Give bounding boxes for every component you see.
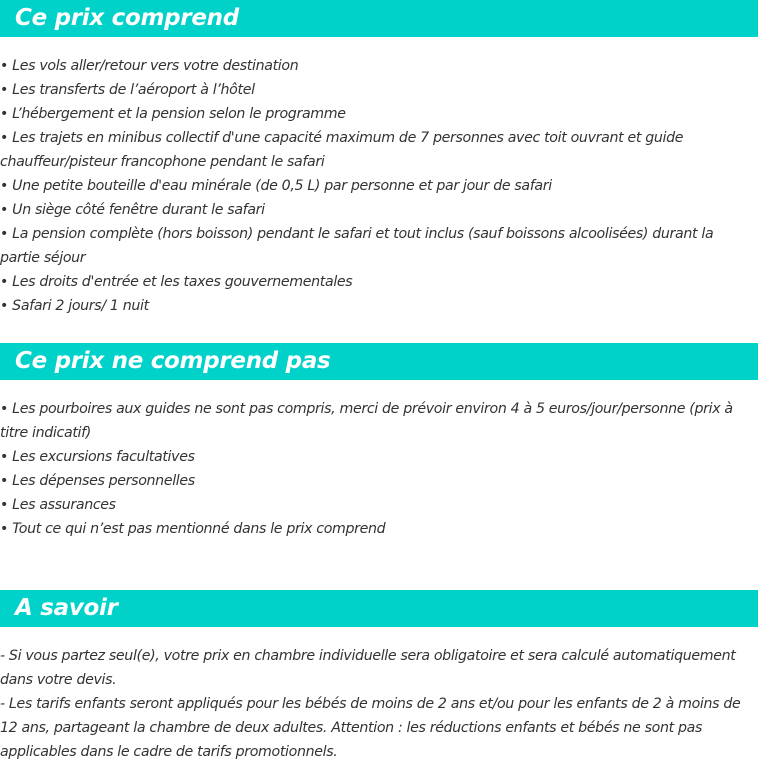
section-included — [0, 0, 758, 318]
list-item: • Les droits d'entrée et les taxes gouvernementales — [0, 274, 353, 290]
list-item: • Un siège côté fenêtre durant le safari — [0, 202, 265, 218]
list-item: • Les pourboires aux guides ne sont pas compris, merci de prévoir environ 4 à 5 euros/jour/personne (prix à titre indicatif) — [0, 401, 733, 441]
list-item: • Tout ce qui n’est pas mentionné dans le prix comprend — [0, 521, 386, 537]
list-item: • Les dépenses personnelles — [0, 473, 195, 489]
section-header-excluded: Ce prix ne comprend pas — [0, 343, 758, 380]
section-excluded — [0, 343, 758, 541]
list-item: • Les trajets en minibus collectif d'une capacité maximum de 7 personnes avec toit ouvrant et guide chauffeur/pisteur francophone pendant le safari — [0, 130, 684, 170]
list-item: • L’hébergement et la pension selon le programme — [0, 106, 346, 122]
list-item: • Les transferts de l’aéroport à l’hôtel — [0, 82, 255, 98]
included-list — [0, 37, 758, 318]
list-item: • Une petite bouteille d'eau minérale (de 0,5 L) par personne et par jour de safari — [0, 178, 552, 194]
list-item: • Les excursions facultatives — [0, 449, 195, 465]
list-item: • Safari 2 jours/ 1 nuit — [0, 298, 149, 314]
list-item: • Les vols aller/retour vers votre destination — [0, 58, 299, 74]
section-header-included: Ce prix comprend — [0, 0, 758, 37]
list-item: • La pension complète (hors boisson) pendant le safari et tout inclus (sauf boissons alcoolisées) durant la partie séjour — [0, 226, 714, 266]
section-header-info: A savoir — [0, 590, 758, 627]
list-item: - Les tarifs enfants seront appliqués pour les bébés de moins de 2 ans et/ou pour les enfants de 2 à moins de 12 ans, partageant la chambre de deux adultes. Attention : les réductions enfants et bébés ne sont pas applicables dans le cadre de tarifs promotionnels. — [0, 696, 741, 760]
list-item: • Les assurances — [0, 497, 116, 513]
section-info — [0, 590, 758, 764]
list-item: - Si vous partez seul(e), votre prix en chambre individuelle sera obligatoire et sera calculé automatiquement dans votre devis. — [0, 648, 736, 688]
excluded-list — [0, 380, 758, 541]
info-list — [0, 627, 758, 764]
